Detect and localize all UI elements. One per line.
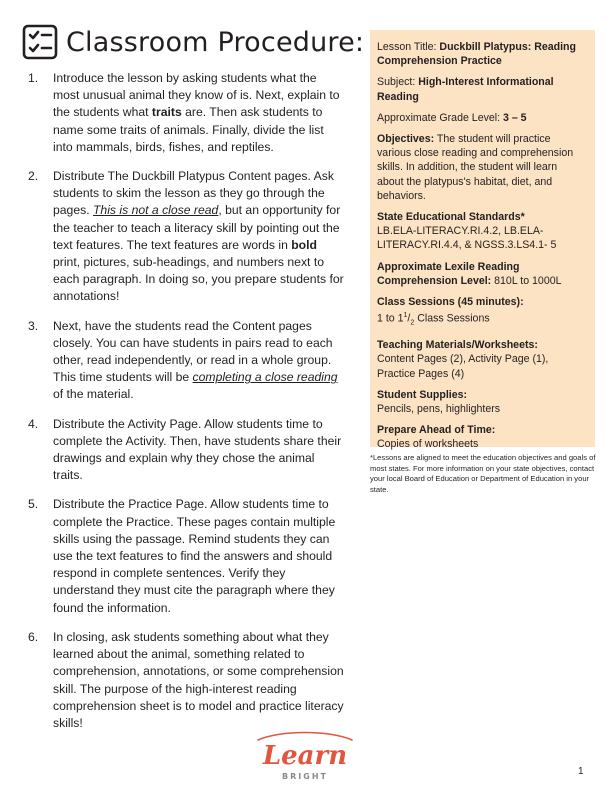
step-text: In closing, ask students something about what they learned about the animal, something related to comprehension, annotations, or some comprehension skill. The purpose of the high-interest reading comprehension sheet is to model and practice literacy skills! [53,629,344,730]
standards-footnote: *Lessons are aligned to meet the education objectives and goals of most states. For more information on your state objectives, contact your local Board of Education or Department of Education in your state. [370,453,596,494]
grade-value: 3 – 5 [503,111,527,124]
prepare-row: Prepare Ahead of Time: Copies of worksheets [377,424,496,451]
subject-row: Subject: High-Interest Informational Reading [377,76,554,103]
step-text: Next, have the students read the Content pages closely. You can have students in pairs read to each other, read independently, or read in a whole group. This time students will be completing a close reading of the material. [53,318,338,402]
materials-row: Teaching Materials/Worksheets: Content Pages (2), Activity Page (1), Practice Pages (4) [377,339,549,380]
logo-sub: BRIGHT [282,772,328,781]
objectives-row: Objectives: The student will practice various close reading and comprehension skills. In addition, the student will learn about the platypus's habitat, diet, and behaviors. [377,133,574,202]
sessions-row: Class Sessions (45 minutes): 1 to $1^1/_2$ Class Sessions [377,296,524,327]
learn-bright-logo [250,726,360,784]
standards-value: LB.ELA-LITERACY.RI.4.2, LB.ELA-LITERACY.RI.4.4, & NGSS.3.LS4.1- 5 [377,225,557,252]
supplies-row: Student Supplies: Pencils, pens, highlighters [377,388,501,415]
checklist-icon [22,24,58,60]
supplies-value: Pencils, pens, highlighters [377,402,501,415]
step-number: 2. [28,169,39,184]
materials-value: Content Pages (2), Activity Page (1), Practice Pages (4) [377,353,549,380]
standards-row: State Educational Standards* LB.ELA-LITERACY.RI.4.2, LB.ELA-LITERACY.RI.4.4, & NGSS.3.LS4.1- 5 [377,211,557,252]
step-text: Introduce the lesson by asking students what the most unusual animal they know of is. Next, explain to the students what traits are. Then ask students to name some traits of animals. Finally, divide the list into mammals, birds, fishes, and reptiles. [53,71,340,154]
step-number: 6. [28,629,39,644]
procedure-step [28,70,346,156]
lesson-title-value: Duckbill Platypus: Reading Comprehension Practice [377,41,576,68]
lexile-value: 810L to 1000L [491,274,562,287]
objectives-value: The student will practice various close reading and comprehension skills. In addition, the student will learn about the platypus's habitat, diet, and behaviors. [377,133,574,202]
procedure-step [28,168,346,306]
page-number: 1 [578,766,584,777]
lesson-info-panel [370,30,595,451]
page-header [22,22,364,62]
step-number: 5. [28,497,39,512]
logo-word: Learn [262,741,348,771]
lesson-title-row: Lesson Title: Duckbill Platypus: Reading Comprehension Practice [377,41,576,68]
page-title: Classroom Procedure: [66,26,365,58]
procedure-step [28,318,346,404]
procedure-step [28,629,346,732]
step-number: 1. [28,71,39,85]
step-text: Distribute the Activity Page. Allow students time to complete the Activity. Then, have students share their drawings and explain why they chose the animal traits. [53,416,342,483]
prepare-value: Copies of worksheets [377,438,479,451]
step-text: Distribute the Practice Page. Allow students time to complete the Practice. These pages contain multiple skills using the passage. Remind students they can use the text features to find the answers and should respond in complete sentences. Verify they understand they must cite the paragraph where they found the information. [53,497,336,615]
procedure-list [28,70,346,744]
procedure-step [28,416,346,485]
procedure-step [28,496,346,616]
grade-row: Approximate Grade Level: 3 – 5 [377,111,527,124]
step-text: Distribute The Duckbill Platypus Content pages. Ask students to skim the lesson as they go through the pages. This is not a close read, but an opportunity for the teacher to teach a literacy skill by pointing out the text features. The text features are words in bold print, pictures, sub-headings, and numbers next to each paragraph. In doing so, you prepare students for annotations! [53,169,344,304]
step-number: 4. [28,416,39,431]
step-number: 3. [28,318,39,333]
subject-value: High-Interest Informational Reading [377,76,554,103]
lexile-row: Approximate Lexile Reading Comprehension Level: 810L to 1000L [377,260,562,287]
